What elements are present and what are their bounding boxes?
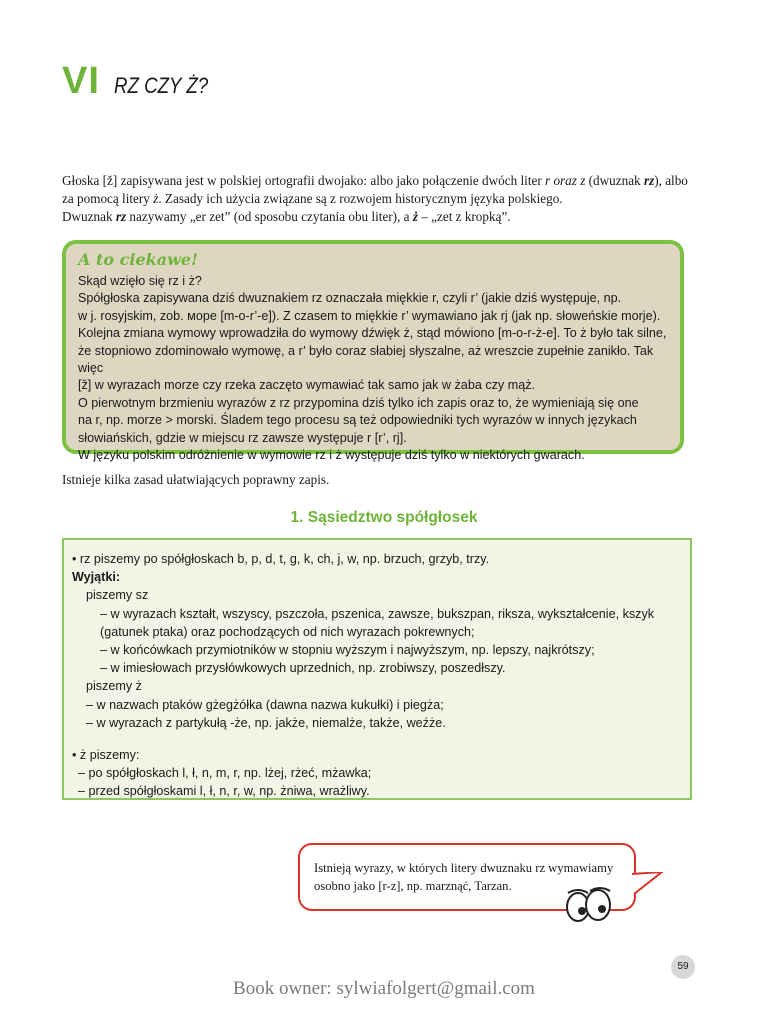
chapter-title: RZ CZY Ż? bbox=[113, 73, 209, 98]
plain-paragraph: Istnieje kilka zasad ułatwiających poprawny zapis. bbox=[62, 472, 330, 487]
rule-z: • ż piszemy: bbox=[72, 748, 140, 763]
intro-italic: ż bbox=[153, 191, 159, 206]
intro-text: nazywamy „er zet” (od sposobu czytania obu liter), a bbox=[126, 209, 413, 224]
rule-z-1: – w nazwach ptaków gżegżółka (dawna nazwa kukułki) i piegża; bbox=[86, 697, 444, 712]
intro-text: Głoska [ž] zapisywana jest w polskiej ortografii dwojako: albo jako połączenie dwóch liter bbox=[62, 173, 546, 188]
info-line: O pierwotnym brzmieniu wyrazów z rz przypomina dziś tylko ich zapis oraz to, że wymieniają się one bbox=[78, 395, 639, 410]
info-line: że stopniowo zdominowało wymowę, a r’ było coraz słabiej słyszalne, aż wreszcie zupełnie zanikło. Tak więc bbox=[78, 343, 654, 376]
rule-z-2: – w wyrazach z partykułą -że, np. jakże, niemalże, także, weźże. bbox=[86, 715, 446, 730]
chapter-heading bbox=[62, 60, 225, 103]
intro-bold: rz bbox=[643, 173, 655, 188]
section-heading: 1. Sąsiedztwo spółgłosek bbox=[290, 509, 478, 526]
chapter-number: VI bbox=[62, 60, 100, 102]
intro-text: Dwuznak bbox=[62, 209, 116, 224]
info-line: w j. rosyjskim, zob. море [m-o-r’-e]). Z czasem to miękkie r’ wymawiano jak rj (jak np. słoweńskie morje). bbox=[78, 308, 661, 323]
intro-italic: r oraz z bbox=[545, 173, 586, 188]
intro-bold: ż bbox=[412, 209, 418, 224]
info-line: W języku polskim odróżnienie w wymowie rz i ż występuje dziś tylko w niektórych gwarach. bbox=[78, 448, 585, 463]
info-line: [ž] w wyrazach morze czy rzeka zaczęto wymawiać tak samo jak w żaba czy mąż. bbox=[78, 378, 536, 393]
rules-box bbox=[62, 538, 692, 800]
intro-text: (dwuznak bbox=[585, 173, 644, 188]
rule-rz: • rz piszemy po spółgłoskach b, p, d, t, g, k, ch, j, w, np. brzuch, grzyb, trzy. bbox=[72, 552, 490, 566]
info-line: Kolejna zmiana wymowy wprowadziła do wymowy dźwięk ż, stąd mówiono [m-o-r-ż-e]. To ż było tak silne, bbox=[78, 326, 667, 341]
rule-sz-intro: piszemy sz bbox=[86, 588, 149, 603]
intro-paragraph bbox=[62, 172, 702, 226]
rule-sz-2: – w końcówkach przymiotników w stopniu wyższym i najwyższym, np. lepszy, najkrótszy; bbox=[100, 643, 595, 658]
info-box-title: A to ciekawe! bbox=[78, 250, 199, 269]
intro-text: za pomocą litery bbox=[62, 191, 154, 206]
info-box bbox=[62, 240, 684, 463]
intro-bold: rz bbox=[115, 209, 127, 224]
callout-line: osobno jako [r-z], np. marznąć, Tarzan. bbox=[314, 879, 512, 893]
exceptions-label: Wyjątki: bbox=[72, 570, 121, 585]
rule-sz-3: – w imiesłowach przysłówkowych uprzednich, np. zrobiwszy, poszedłszy. bbox=[100, 661, 506, 676]
info-line: Spółgłoska zapisywana dziś dwuznakiem rz oznaczała miękkie r, czyli r’ (jakie dziś występuje, np. bbox=[78, 291, 622, 306]
page-number: 59 bbox=[671, 955, 695, 979]
intro-text: – „zet z kropką”. bbox=[417, 209, 511, 224]
intro-text: . Zasady ich użycia związane są z rozwojem historycznym języka polskiego. bbox=[158, 191, 563, 206]
cartoon-eyes-icon bbox=[560, 885, 620, 931]
rule-z-intro: piszemy ż bbox=[86, 679, 142, 694]
info-line: Skąd wzięło się rz i ż? bbox=[78, 274, 202, 288]
book-owner: Book owner: sylwiafolgert@gmail.com bbox=[233, 978, 535, 999]
info-box-body bbox=[78, 273, 670, 464]
intro-text: ), albo bbox=[654, 173, 688, 188]
rule-z-before: – przed spółgłoskami l, ł, n, r, w, np. żniwa, wrażliwy. bbox=[78, 784, 370, 799]
callout-line: Istnieją wyrazy, w których litery dwuznaku rz wymawiamy bbox=[314, 861, 614, 875]
info-line: na r, np. morze > morski. Śladem tego procesu są też odpowiedniki tych wyrazów w innych językach bbox=[78, 413, 637, 428]
rule-sz-1: – w wyrazach kształt, wszyscy, pszczoła, pszenica, zawsze, bukszpan, riksza, wykształcenie, kszyk (gatunek ptaka) oraz pochodzących od nich wyrazach pokrewnych; bbox=[100, 606, 655, 639]
rule-z-after: – po spółgłoskach l, ł, n, m, r, np. lżej, rżeć, mżawka; bbox=[78, 766, 372, 781]
info-line: słowiańskich, gdzie w miejscu rz zawsze występuje r [r’, rj]. bbox=[78, 430, 407, 445]
callout-tail bbox=[632, 872, 672, 902]
